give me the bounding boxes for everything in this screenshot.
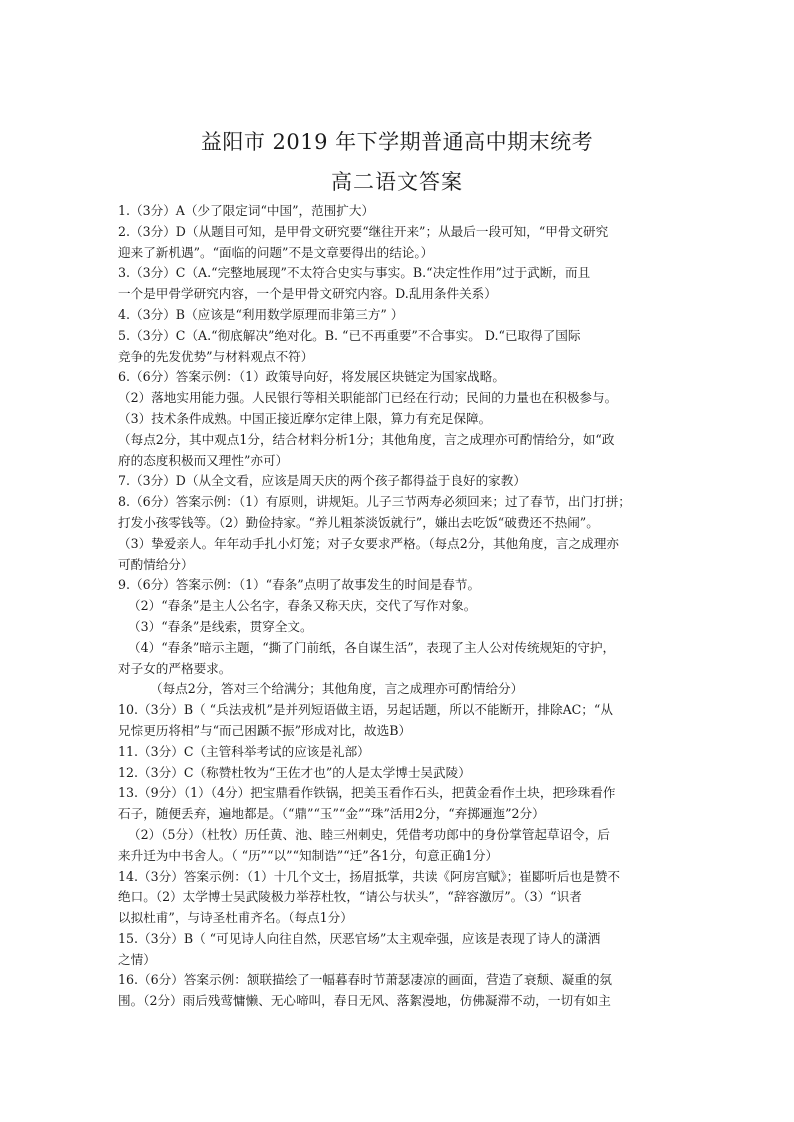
answer-line: （4）“春条”暗示主题，“撕了门前纸，各自谋生活”，表现了主人公对传统规矩的守护，	[128, 639, 616, 655]
answer-line: （3）“春条”是线索，贯穿全文。	[128, 618, 313, 634]
answer-line: 围。（2分）雨后残莺慵懒、无心啼叫，春日无风、落絮漫地，仿佛凝滞不动，一切有如主	[118, 993, 611, 1009]
answer-line: 9.（6分）答案示例：（1）“春条”点明了故事发生的时间是春节。	[118, 577, 481, 593]
answer-line: 以拟杜甫”，与诗圣杜甫齐名。（每点1分）	[118, 910, 353, 926]
answer-line: 16.（6分）答案示例：颔联描绘了一幅暮春时节萧瑟凄凉的画面，营造了衰颓、凝重的氛	[118, 972, 613, 988]
answer-line: 一个是甲骨学研究内容，一个是甲骨文研究内容。D.乱用条件关系）	[118, 286, 497, 302]
answer-line: （每点2分，其中观点1分，结合材料分析1分；其他角度，言之成理亦可酌情给分，如“政	[118, 431, 615, 447]
answer-line: 之情）	[118, 951, 156, 967]
answer-line: 10.（3分）B（ “兵法戎机”是并列短语做主语，另起话题，所以不能断开，排除AC；“从	[118, 702, 613, 718]
answer-list	[118, 201, 678, 1012]
answer-line: 4.（3分）B（应该是“利用数学原理而非第三方” ）	[118, 306, 404, 322]
answer-line: （2）落地实用能力强。人民银行等相关职能部门已经在行动；民间的力量也在积极参与。	[118, 390, 618, 406]
answer-line: 14.（3分）答案示例：（1）十几个文士，扬眉抵掌，共读《阿房宫赋》；崔郾听后也是赞不	[118, 868, 621, 884]
answer-line: 15.（3分）B（ “可见诗人向往自然，厌恶官场”太主观牵强，应该是表现了诗人的潇洒	[118, 930, 601, 946]
answer-line: 兄悰更历将相”与“而己困踬不振”形成对比，故选B）	[118, 722, 412, 738]
answer-line: 8.（6分）答案示例：（1）有原则，讲规矩。儿子三节两寿必须回来；过了春节，出门打拼；	[118, 494, 631, 510]
page-title: 益阳市 2019 年下学期普通高中期末统考	[200, 130, 594, 154]
answer-line: 7.（3分）D（从全文看，应该是周天庆的两个孩子都得益于良好的家教）	[118, 473, 526, 489]
answer-line: 6.（6分）答案示例：（1）政策导向好，将发展区块链定为国家战略。	[118, 369, 505, 385]
answer-line: 11.（3分）C（主管科举考试的应该是礼部）	[118, 743, 370, 759]
answer-line: 对子女的严格要求。	[118, 660, 232, 676]
answer-line: 13.（9分）（1）（4分）把宝鼎看作铁锅，把美玉看作石头，把黄金看作土块，把珍珠看作	[118, 785, 616, 801]
answer-line: （2）“春条”是主人公名字，春条又称天庆，交代了写作对象。	[128, 598, 477, 614]
answer-line: （3）挚爱亲人。年年动手扎小灯笼；对子女要求严格。（每点2分，其他角度，言之成理亦	[118, 535, 619, 551]
answer-line: 迎来了新机遇”。“面临的问题”不是文章要得出的结论。）	[118, 244, 434, 260]
answer-line: 打发小孩零钱等。（2）勤俭持家。“养儿粗茶淡饭就行”，嫌出去吃饭“破费还不热闹”。	[118, 514, 599, 530]
answer-line: （3）技术条件成熟。中国正接近摩尔定律上限，算力有充足保障。	[118, 410, 492, 426]
answer-line: 府的态度积极而又理性”亦可）	[118, 452, 289, 468]
answer-line: 绝口。（2）太学博士吴武陵极力举荐杜牧，“请公与状头”，“辞容激厉”。（3）“识者	[118, 889, 582, 905]
answer-line: 来升迁为中书舍人。（ “历”“以”“知制诰”“迁”各1分，句意正确1分）	[118, 847, 499, 863]
answer-line: （2）（5分）（杜牧）历任黄、池、睦三州刺史，凭借考功郎中的身份掌管起草诏令，后	[128, 826, 610, 842]
answer-line: 3.（3分）C（A.“完整地展现”不太符合史实与事实。B.“决定性作用”过于武断，而且	[118, 265, 591, 281]
answer-line: 竞争的先发优势”与材料观点不符）	[118, 348, 314, 364]
page-subtitle: 高二语文答案	[331, 170, 463, 194]
answer-line: 2.（3分）D（从题目可知，是甲骨文研究要“继往开来”；从最后一段可知，“甲骨文研究	[118, 223, 609, 239]
answer-line: 12.（3分）C（称赞杜牧为“王佐才也”的人是太学博士吴武陵）	[118, 764, 471, 780]
answer-line: 石子，随便丢弃，遍地都是。（“鼎”“玉”“金”“珠”活用2分，“弃掷逦迤”2分）	[118, 806, 545, 822]
answer-line: （每点2分，答对三个给满分；其他角度，言之成理亦可酌情给分）	[150, 681, 524, 697]
answer-line: 1.（3分）A（少了限定词“中国”，范围扩大）	[118, 203, 375, 218]
answer-line: 5.（3分）C（A.“彻底解决”绝对化。B. “已不再重要”不合事实。 D.“已取得了国际	[118, 327, 581, 343]
answer-line: 可酌情给分）	[118, 556, 194, 572]
